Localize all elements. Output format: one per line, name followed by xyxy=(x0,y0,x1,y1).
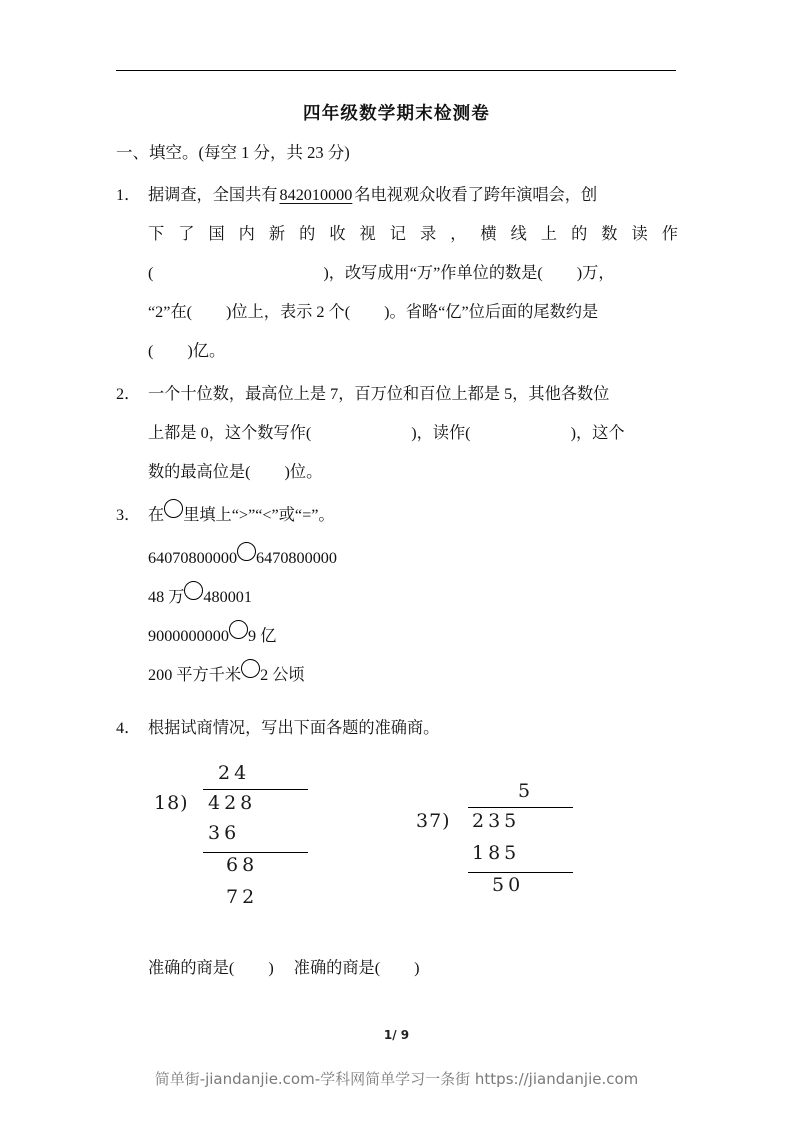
question-4 xyxy=(116,709,678,748)
comparison-circle-icon[interactable] xyxy=(184,581,203,600)
q1-l2-char: 新 xyxy=(268,225,286,243)
comparison-row-4 xyxy=(116,656,678,695)
comparison-row-1 xyxy=(116,539,678,578)
question-3 xyxy=(116,496,678,535)
q1-l2-char: ， xyxy=(450,225,467,243)
page-title: 四年级数学期末检测卷 xyxy=(303,104,490,124)
site-watermark: 简单街-jiandanjie.com-学科网简单学习一条街 https://jiandanjie.com xyxy=(154,1070,639,1088)
question-1-line-2 xyxy=(148,215,678,254)
q1-text-a: 据调查，全国共有 xyxy=(148,186,278,204)
q1-l2-char: 数 xyxy=(601,225,618,243)
q2-text-a: 上都是 0，这个数写作( xyxy=(148,424,312,442)
comparison-right-operand: 2 公顷 xyxy=(260,666,305,684)
question-3-prompt xyxy=(148,496,678,535)
q1-l2-char: 上 xyxy=(540,225,558,243)
question-4-number: 4． xyxy=(116,719,141,737)
q1-l2-char: 横 xyxy=(480,225,497,243)
q2-text-c: )，这个 xyxy=(570,424,625,442)
right-subtraction-bar xyxy=(468,872,573,873)
q1-blank-open-paren: ( xyxy=(148,264,154,282)
left-divisor: 18) xyxy=(154,792,189,814)
q1-l2-char: 录 xyxy=(419,225,437,243)
right-dividend: 235 xyxy=(472,810,521,832)
q1-text-b: 名电视观众收看了跨年演唱会，创 xyxy=(354,186,598,204)
question-3-number: 3． xyxy=(116,506,141,524)
q3-prompt-b: 里填上“>”“<”或“=”。 xyxy=(183,506,335,524)
question-1-line-4 xyxy=(148,293,678,332)
long-division-right xyxy=(406,780,656,945)
comparison-left-operand: 200 平方千米 xyxy=(148,666,242,684)
question-1-number: 1． xyxy=(116,186,141,204)
question-1-line-1 xyxy=(148,176,678,215)
section-heading-fill-in-blanks: 一、填空。(每空 1 分，共 23 分) xyxy=(116,143,350,162)
comparison-left-operand: 48 万 xyxy=(148,588,185,606)
q2-text-d: 数的最高位是( xyxy=(148,463,251,481)
question-1-line-5 xyxy=(148,332,678,371)
q2-text-e: )位。 xyxy=(284,463,323,481)
question-2-number: 2． xyxy=(116,385,141,403)
q1-l2-char: 的 xyxy=(299,225,316,243)
q1-l2-char: 国 xyxy=(208,225,225,243)
q1-text-h: ( xyxy=(148,342,154,360)
page-number: 1/ 9 xyxy=(383,1028,410,1042)
answer-close-right: ) xyxy=(414,959,420,977)
q3-prompt-a: 在 xyxy=(148,506,165,524)
left-extra-value: 72 xyxy=(226,886,259,908)
q1-text-d: )万， xyxy=(576,264,615,282)
left-difference: 68 xyxy=(226,854,259,876)
comparison-row-3 xyxy=(116,617,678,656)
q1-l2-char: 了 xyxy=(178,225,195,243)
left-subtraction-bar xyxy=(203,852,308,853)
q1-l2-char: 收 xyxy=(329,225,346,243)
q1-text-f: )位上，表示 2 个( xyxy=(226,303,351,321)
long-division-left xyxy=(146,762,396,947)
question-4-prompt: 根据试商情况，写出下面各题的准确商。 xyxy=(148,719,440,737)
header-divider-rule xyxy=(116,70,676,71)
q1-l2-char: 内 xyxy=(238,225,255,243)
question-2-line-1: 一个十位数，最高位上是 7，百万位和百位上都是 5，其他各数位 xyxy=(148,385,610,403)
answer-label-left: 准确的商是( xyxy=(148,959,235,977)
comparison-circle-icon[interactable] xyxy=(237,542,256,561)
question-4-answers-row xyxy=(116,953,678,983)
comparison-left-operand: 9000000000 xyxy=(148,627,229,645)
left-dividend: 428 xyxy=(208,792,257,814)
question-1 xyxy=(116,176,678,371)
q1-l2-char: 的 xyxy=(571,225,588,243)
exam-content-column xyxy=(116,138,678,983)
q1-text-e: “2”在( xyxy=(148,303,193,321)
question-2 xyxy=(116,375,678,492)
answer-label-right: 准确的商是( xyxy=(293,959,381,977)
right-subtrahend: 185 xyxy=(472,842,521,864)
q1-underlined-number: 842010000 xyxy=(279,186,353,204)
q1-l2-char: 作 xyxy=(661,225,678,243)
left-division-bar xyxy=(203,789,308,790)
comparison-left-operand: 64070800000 xyxy=(148,549,238,567)
left-quotient: 24 xyxy=(218,762,251,784)
comparison-right-operand: 9 亿 xyxy=(247,627,277,645)
right-divisor: 37) xyxy=(416,810,451,832)
comparison-right-operand: 480001 xyxy=(203,588,252,606)
left-subtrahend: 36 xyxy=(208,822,241,844)
question-2-line-2 xyxy=(148,414,678,453)
answer-close-left: ) xyxy=(268,959,274,977)
circle-icon xyxy=(164,499,183,518)
comparison-circle-icon[interactable] xyxy=(229,620,248,639)
question-2-line-3 xyxy=(148,453,678,492)
right-division-bar xyxy=(468,807,573,808)
q1-text-c: )，改写成用“万”作单位的数是( xyxy=(323,264,543,282)
right-quotient: 5 xyxy=(518,780,535,802)
q2-text-b: )，读作( xyxy=(411,424,471,442)
q1-text-g: )。省略“亿”位后面的尾数约是 xyxy=(384,303,599,321)
q1-l2-char: 下 xyxy=(148,225,165,243)
q1-l2-char: 记 xyxy=(389,225,406,243)
question-1-line-3 xyxy=(148,254,678,293)
comparison-circle-icon[interactable] xyxy=(241,659,260,678)
q1-l2-char: 线 xyxy=(510,225,527,243)
q1-l2-char: 视 xyxy=(359,225,376,243)
long-division-work-area xyxy=(116,762,678,947)
comparison-right-operand: 6470800000 xyxy=(256,549,337,567)
q1-text-i: )亿。 xyxy=(187,342,226,360)
right-difference: 50 xyxy=(492,874,525,896)
comparison-row-2 xyxy=(116,578,678,617)
q1-l2-char: 读 xyxy=(631,225,648,243)
